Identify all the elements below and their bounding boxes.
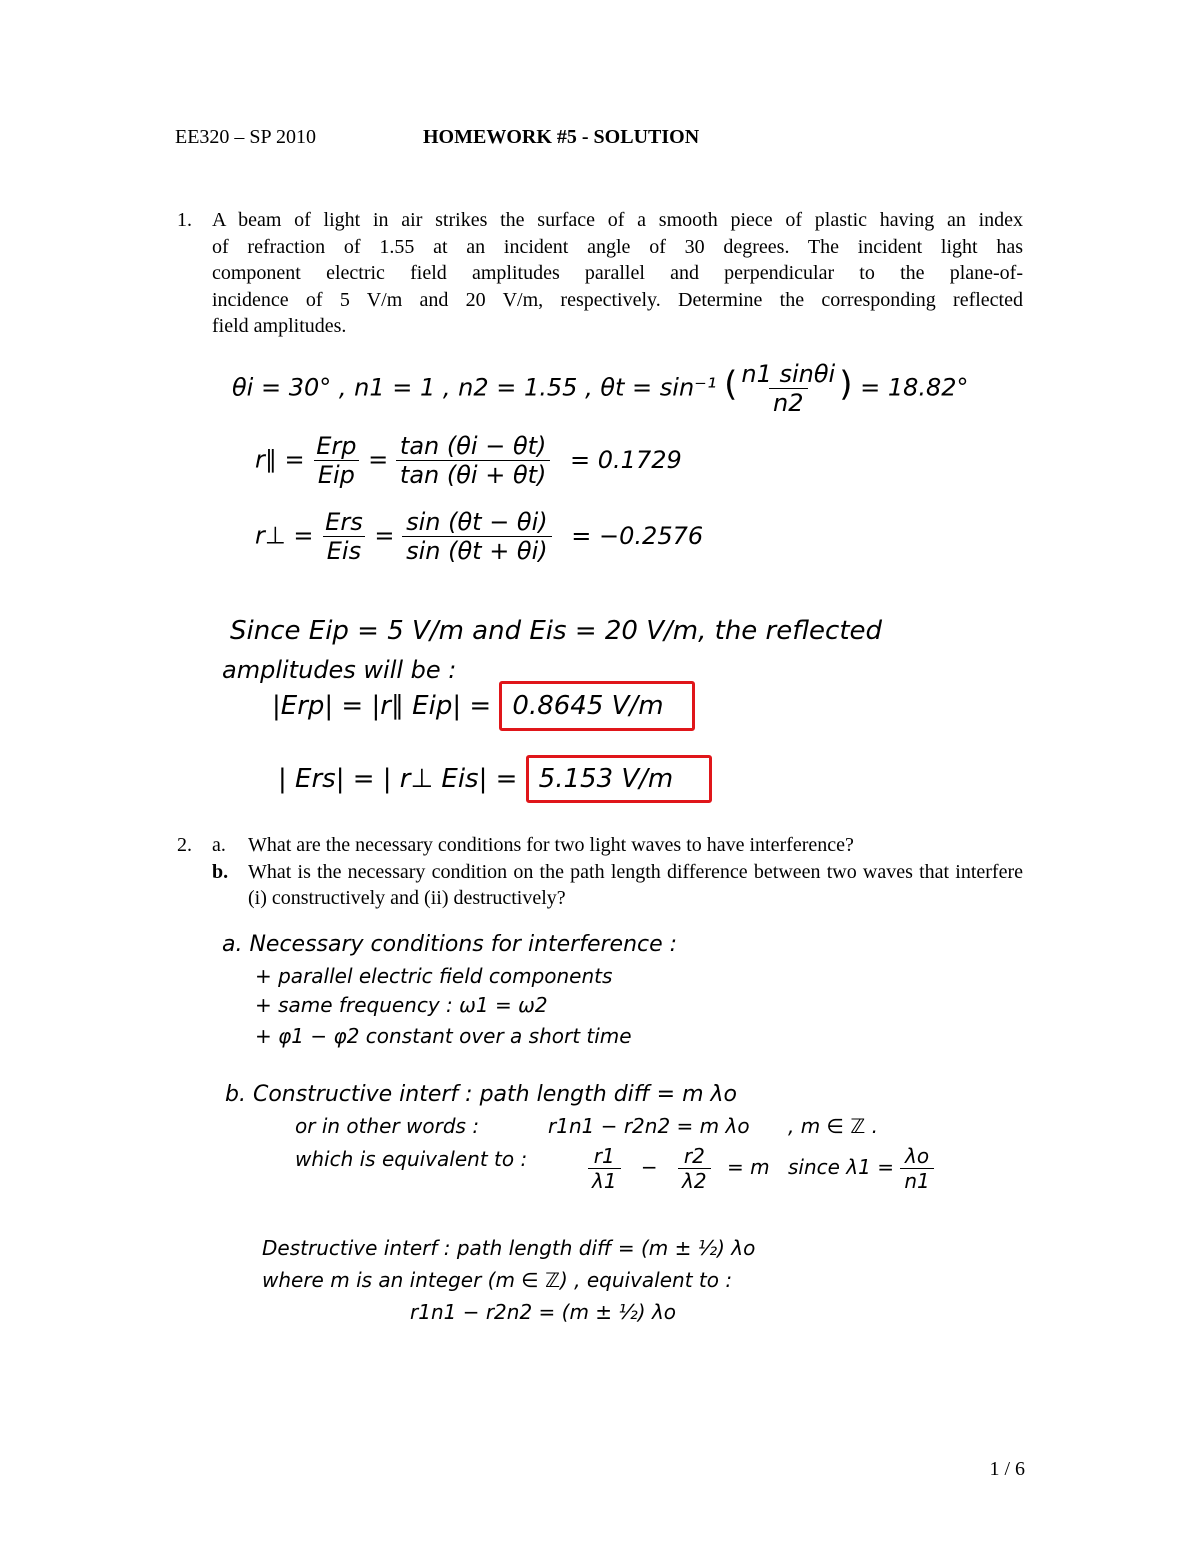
q1-given-line: θi = 30° , n1 = 1 , n2 = 1.55 , θt = sin⁻¹ ( $\frac{n1 \sin\theta i}{n2}$ ) = 18.82°: [232, 360, 969, 417]
fraction-denominator: Eip: [314, 460, 359, 489]
ers-answer: 5.153 V/m: [538, 764, 674, 794]
q2a-item: + φ1 − φ2 constant over a short time: [255, 1024, 632, 1048]
equals-m: = m: [726, 1155, 770, 1179]
erp-answer-box: [499, 681, 695, 731]
r-parallel-line: r∥ = $\frac{\text{Erp}}{\text{Eip}}$ = $\frac{\tan (\theta i - \theta t)}{\tan (\theta i + \theta t)}$ = 0.1729: [255, 432, 682, 489]
erp-expression: |Erp| = |r∥ Eip| =: [272, 691, 492, 721]
r-parallel-symbol: r∥ =: [255, 445, 305, 474]
fraction-numerator: Erp: [316, 432, 357, 460]
question-2a-letter: a.: [212, 834, 226, 856]
question-1-line: A beam of light in air strikes the surface of a smooth piece of plastic having an index: [212, 209, 1023, 231]
fraction-numerator: r2: [683, 1144, 705, 1168]
fraction-denominator: Eis: [323, 536, 365, 565]
r-parallel-formula: [396, 432, 551, 489]
q2b-equivalent-label: which is equivalent to :: [295, 1147, 528, 1171]
ers-expression: | Ers| = | r⊥ Eis| =: [278, 764, 518, 794]
fraction-numerator: n1 sinθi: [741, 360, 836, 388]
r-parallel-ratio: [312, 432, 360, 489]
r-perp-value: = −0.2576: [571, 521, 704, 550]
question-1-line: component electric field amplitudes parallel and perpendicular to the plane-of-: [212, 262, 1023, 285]
question-2a-text: What are the necessary conditions for two light waves to have interference?: [248, 834, 854, 856]
fraction-numerator: sin (θt − θi): [406, 508, 548, 536]
question-2b-letter: b.: [212, 860, 229, 883]
question-1-number: 1.: [177, 209, 192, 231]
question-1-line: of refraction of 1.55 at an incident angle of 30 degrees. The incident light has: [212, 235, 1023, 258]
question-1-line: incidence of 5 V/m and 20 V/m, respectively. Determine the corresponding reflected: [212, 288, 1023, 311]
page-number: 1 / 6: [989, 1458, 1025, 1480]
q2b-heading: b. Constructive interf : path length diff = m λo: [225, 1082, 737, 1107]
since-lambda: since λ1 =: [788, 1155, 894, 1179]
ers-answer-box: [526, 755, 712, 803]
destructive-line: where m is an integer (m ∈ ℤ) , equivalent to :: [262, 1268, 733, 1292]
question-2: [0, 832, 1200, 922]
fraction-numerator: λo: [905, 1144, 930, 1168]
ers-line: [278, 754, 712, 804]
fraction-denominator: sin (θt + θi): [402, 536, 552, 565]
q2b-wavelength-equation: [588, 1144, 770, 1193]
amplitudes-line: amplitudes will be :: [222, 656, 457, 684]
minus-sign: −: [640, 1155, 658, 1179]
fraction-numerator: tan (θi − θt): [399, 432, 547, 460]
question-1-line: field amplitudes.: [212, 315, 347, 338]
q2b-equation: r1n1 − r2n2 = m λo: [548, 1114, 750, 1138]
destructive-line: Destructive interf : path length diff = (m ± ½) λo: [262, 1236, 756, 1260]
q2a-item: + parallel electric field components: [255, 964, 613, 988]
destructive-equation: r1n1 − r2n2 = (m ± ½) λo: [410, 1300, 677, 1324]
q2b-integer-note: , m ∈ ℤ .: [788, 1114, 878, 1138]
question-1-text: [212, 207, 1023, 340]
since-line: Since Eip = 5 V/m and Eis = 20 V/m, the reflected: [230, 616, 883, 646]
r-parallel-value: = 0.1729: [570, 445, 682, 474]
r-perp-symbol: r⊥ =: [255, 521, 314, 550]
r1-over-lambda1: [588, 1144, 621, 1193]
question-2-number: 2.: [177, 834, 192, 856]
q2b-line: or in other words :: [295, 1114, 480, 1138]
erp-line: [272, 680, 695, 732]
r-perp-line: r⊥ = $\frac{\text{Ers}}{\text{Eis}}$ = $\frac{\sin (\theta t - \theta i)}{\sin (\theta t + \theta i)}$ = −0.2576: [255, 508, 704, 565]
q2b-since-note: [788, 1144, 934, 1193]
erp-answer: 0.8645 V/m: [512, 691, 664, 721]
course-label: EE320 – SP 2010: [175, 126, 316, 148]
q2a-item: + same frequency : ω1 = ω2: [255, 993, 548, 1017]
question-2b-text: What is the necessary condition on the path length difference between two waves that interfere (i) constructively and (ii) destructively?: [248, 860, 1023, 910]
q2a-heading: a. Necessary conditions for interference :: [222, 932, 678, 957]
fraction-denominator: n2: [769, 388, 807, 417]
fraction-denominator: λ2: [678, 1168, 711, 1193]
r2-over-lambda2: [678, 1144, 711, 1193]
fraction-numerator: r1: [593, 1144, 615, 1168]
r-perp-formula: [402, 508, 552, 565]
fraction-numerator: Ers: [325, 508, 363, 536]
fraction-denominator: tan (θi + θt): [396, 460, 551, 489]
fraction-denominator: n1: [900, 1168, 933, 1193]
theta-t-fraction: [737, 360, 839, 417]
lambda0-over-n1: [900, 1144, 933, 1193]
r-perp-ratio: [321, 508, 367, 565]
page-title: HOMEWORK #5 - SOLUTION: [423, 126, 700, 148]
fraction-denominator: λ1: [588, 1168, 621, 1193]
given-values: θi = 30° , n1 = 1 , n2 = 1.55 , θt = sin⁻¹: [232, 373, 717, 402]
theta-t-value: = 18.82°: [860, 373, 969, 402]
